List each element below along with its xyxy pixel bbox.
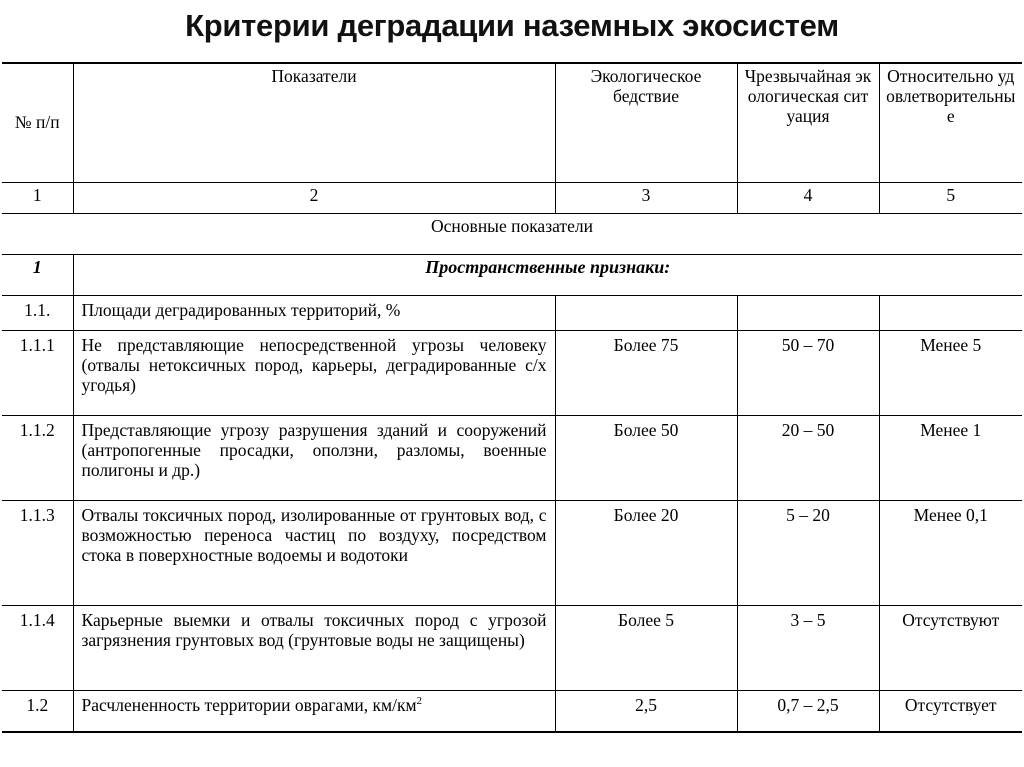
table-container xyxy=(0,62,1024,733)
row-value-satisfactory xyxy=(879,296,1022,331)
row-description: Карьерные выемки и отвалы токсичных пород с угрозой загрязнения грунтовых вод (грунтовые воды не защищены) xyxy=(73,606,555,691)
row-value-satisfactory: Менее 1 xyxy=(879,416,1022,501)
row-value-emergency xyxy=(737,296,879,331)
row-value-satisfactory: Менее 5 xyxy=(879,331,1022,416)
row-description xyxy=(73,691,555,733)
table-row xyxy=(2,691,1022,733)
row-value-satisfactory: Отсутствуют xyxy=(879,606,1022,691)
row-description-text: Расчлененность территории оврагами, км/км xyxy=(81,695,417,715)
table-row xyxy=(2,416,1022,501)
section-row-main-indicators xyxy=(2,214,1022,255)
row-value-disaster: Более 50 xyxy=(555,416,737,501)
column-number-2: 2 xyxy=(73,183,555,214)
column-number-4: 4 xyxy=(737,183,879,214)
row-value-emergency: 20 – 50 xyxy=(737,416,879,501)
row-description: Площади деградированных территорий, % xyxy=(73,296,555,331)
row-description: Представляющие угрозу разрушения зданий и сооружений (антропогенные просадки, оползни, разломы, военные полигоны и др.) xyxy=(73,416,555,501)
header-cell-indicators: Показатели xyxy=(73,63,555,183)
header-cell-relatively-satisfactory: Относительно удовлетворительные xyxy=(879,63,1022,183)
row-value-emergency: 3 – 5 xyxy=(737,606,879,691)
column-number-row xyxy=(2,183,1022,214)
row-value-disaster: Более 5 xyxy=(555,606,737,691)
subsection-row-spatial xyxy=(2,255,1022,296)
row-index: 1.1.4 xyxy=(2,606,73,691)
column-number-3: 3 xyxy=(555,183,737,214)
header-cell-number: № п/п xyxy=(2,63,73,183)
table-row xyxy=(2,296,1022,331)
row-index: 1.1.2 xyxy=(2,416,73,501)
page-title: Критерии деградации наземных экосистем xyxy=(185,8,839,43)
row-value-disaster: 2,5 xyxy=(555,691,737,733)
row-description: Не представляющие непосредственной угрозы человеку (отвалы нетоксичных пород, карьеры, деградированные с/х угодья) xyxy=(73,331,555,416)
row-value-emergency: 0,7 – 2,5 xyxy=(737,691,879,733)
table-header-row xyxy=(2,63,1022,183)
subsection-title-spatial: Пространственные признаки: xyxy=(73,255,1022,296)
column-number-1: 1 xyxy=(2,183,73,214)
column-number-5: 5 xyxy=(879,183,1022,214)
row-value-emergency: 5 – 20 xyxy=(737,501,879,606)
row-value-satisfactory: Менее 0,1 xyxy=(879,501,1022,606)
row-index: 1.1.1 xyxy=(2,331,73,416)
row-description: Отвалы токсичных пород, изолированные от грунтовых вод, с возможностью переноса частиц по воздуху, посредством стока в поверхностные водоемы и водотоки xyxy=(73,501,555,606)
degradation-criteria-table xyxy=(2,62,1022,733)
row-index: 1.1.3 xyxy=(2,501,73,606)
header-cell-emergency-situation: Чрезвычайная экологическая ситуация xyxy=(737,63,879,183)
row-value-disaster xyxy=(555,296,737,331)
table-row xyxy=(2,606,1022,691)
table-row xyxy=(2,331,1022,416)
row-description-superscript: 2 xyxy=(416,695,423,708)
section-title-main-indicators: Основные показатели xyxy=(2,214,1022,255)
subsection-index: 1 xyxy=(2,255,73,296)
row-index: 1.1. xyxy=(2,296,73,331)
header-cell-ecological-disaster: Экологическое бедствие xyxy=(555,63,737,183)
row-value-disaster: Более 75 xyxy=(555,331,737,416)
table-row xyxy=(2,501,1022,606)
row-index: 1.2 xyxy=(2,691,73,733)
row-value-emergency: 50 – 70 xyxy=(737,331,879,416)
row-value-disaster: Более 20 xyxy=(555,501,737,606)
row-value-satisfactory: Отсутствует xyxy=(879,691,1022,733)
